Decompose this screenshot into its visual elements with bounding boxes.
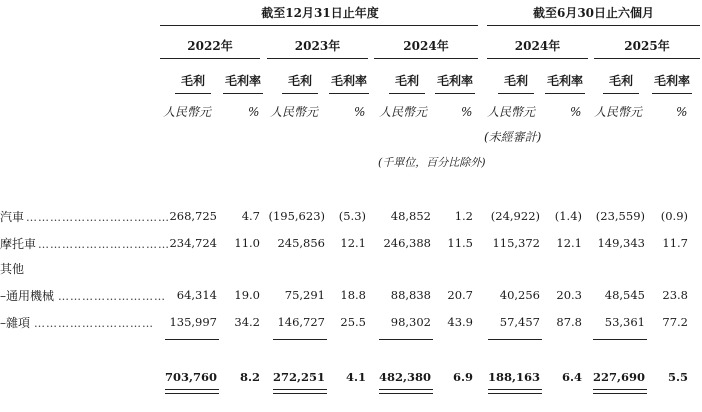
unit-percent: % <box>461 105 473 119</box>
unit-percent: % <box>676 105 688 119</box>
table-cell: 12.1 <box>556 236 582 250</box>
table-cell: 98,302 <box>390 315 431 329</box>
table-cell: 1.2 <box>454 209 473 223</box>
sub-header-gross-profit: 毛利 <box>503 74 528 88</box>
total-double-rule <box>379 389 433 394</box>
sub-header-gross-profit: 毛利 <box>394 74 419 88</box>
sub-header-gross-profit: 毛利 <box>608 74 633 88</box>
sub-header-gross-margin: 毛利率 <box>653 74 690 88</box>
sub-header-rule <box>175 93 211 94</box>
table-cell: (1.4) <box>554 209 582 223</box>
table-cell: 64,314 <box>176 288 217 302</box>
row-label: –通用機械 <box>0 289 55 303</box>
table-cell: 19.0 <box>234 288 260 302</box>
table-cell: (195,623) <box>268 209 325 223</box>
sub-header-gross-margin: 毛利率 <box>546 74 583 88</box>
table-cell: 53,361 <box>604 315 645 329</box>
table-cell: 268,725 <box>169 209 217 223</box>
table-cell: 135,997 <box>169 315 217 329</box>
sub-header-rule <box>603 93 639 94</box>
group-header-six-months: 截至6月30日止六個月 <box>532 6 655 20</box>
sub-header-rule <box>329 93 369 94</box>
total-cell: 227,690 <box>592 370 645 384</box>
year-header: 2025年 <box>624 39 670 53</box>
year-header: 2022年 <box>187 39 233 53</box>
table-cell: 4.7 <box>241 209 260 223</box>
table-cell: 25.5 <box>340 315 366 329</box>
sub-header-gross-margin: 毛利率 <box>330 74 367 88</box>
sub-header-rule <box>652 93 692 94</box>
unit-percent: % <box>248 105 260 119</box>
table-cell: 20.7 <box>447 288 473 302</box>
unit-rmb: 人民幣元 <box>163 105 212 119</box>
row-leader-dots: ……………………………… <box>26 211 170 224</box>
table-cell: (0.9) <box>660 209 688 223</box>
row-label: –雜項 <box>0 316 31 330</box>
year-header-rule <box>160 58 260 59</box>
row-leader-dots: ………………………… <box>34 317 154 330</box>
table-cell: 18.8 <box>340 288 366 302</box>
sub-header-rule <box>545 93 585 94</box>
year-header-rule <box>374 58 478 59</box>
unaudited-note: (未經審計) <box>484 130 542 144</box>
total-double-rule <box>165 389 219 394</box>
subtotal-rule <box>379 339 433 340</box>
year-header-rule <box>487 58 588 59</box>
table-cell: 88,838 <box>390 288 431 302</box>
total-cell: 482,380 <box>378 370 431 384</box>
table-cell: 245,856 <box>277 236 325 250</box>
sub-header-rule <box>389 93 425 94</box>
group-header-year-end-rule <box>160 25 478 26</box>
total-double-rule <box>273 389 327 394</box>
table-cell: 75,291 <box>284 288 325 302</box>
unit-percent: % <box>570 105 582 119</box>
table-cell: (5.3) <box>338 209 366 223</box>
year-header: 2024年 <box>514 39 561 53</box>
row-label: 摩托車 <box>0 237 37 251</box>
sub-header-rule <box>223 93 263 94</box>
sub-header-rule <box>498 93 534 94</box>
table-cell: (23,559) <box>595 209 645 223</box>
table-cell: 48,545 <box>604 288 645 302</box>
total-cell: 703,760 <box>164 370 217 384</box>
subtotal-rule <box>593 339 647 340</box>
total-cell: 272,251 <box>272 370 325 384</box>
sub-header-gross-profit: 毛利 <box>180 74 205 88</box>
subtotal-rule <box>165 339 219 340</box>
sub-header-gross-margin: 毛利率 <box>436 74 473 88</box>
year-header-rule <box>594 58 700 59</box>
table-cell: 43.9 <box>447 315 473 329</box>
table-cell: 57,457 <box>499 315 540 329</box>
row-leader-dots: …………………………… <box>38 238 170 251</box>
table-cell: 20.3 <box>556 288 582 302</box>
subtotal-rule <box>488 339 542 340</box>
total-cell: 6.4 <box>561 370 582 384</box>
table-cell: 11.0 <box>234 236 260 250</box>
table-cell: 77.2 <box>662 315 688 329</box>
year-header-rule <box>267 58 368 59</box>
total-double-rule <box>488 389 542 394</box>
table-cell: 234,724 <box>169 236 217 250</box>
sub-header-gross-profit: 毛利 <box>287 74 312 88</box>
total-cell: 6.9 <box>452 370 473 384</box>
row-label: 其他 <box>0 262 25 276</box>
sub-header-rule <box>435 93 475 94</box>
total-cell: 5.5 <box>667 370 688 384</box>
unit-rmb: 人民幣元 <box>487 105 536 119</box>
table-cell: 40,256 <box>499 288 540 302</box>
unit-rmb: 人民幣元 <box>379 105 428 119</box>
row-leader-dots: ……………………… <box>58 290 166 303</box>
unit-rmb: 人民幣元 <box>270 105 319 119</box>
sub-header-gross-margin: 毛利率 <box>224 74 261 88</box>
table-cell: 34.2 <box>234 315 260 329</box>
total-cell: 4.1 <box>345 370 366 384</box>
total-cell: 8.2 <box>239 370 260 384</box>
table-cell: 11.5 <box>447 236 473 250</box>
unit-percent: % <box>354 105 366 119</box>
subtotal-rule <box>273 339 327 340</box>
table-cell: 11.7 <box>662 236 688 250</box>
table-cell: 146,727 <box>277 315 325 329</box>
table-cell: (24,922) <box>490 209 540 223</box>
table-cell: 115,372 <box>492 236 540 250</box>
unit-rmb: 人民幣元 <box>594 105 643 119</box>
table-cell: 23.8 <box>662 288 688 302</box>
units-note: (千單位，百分比除外) <box>378 156 486 169</box>
total-cell: 188,163 <box>487 370 540 384</box>
table-cell: 246,388 <box>383 236 431 250</box>
table-cell: 48,852 <box>390 209 431 223</box>
year-header: 2024年 <box>403 39 449 53</box>
table-cell: 12.1 <box>340 236 366 250</box>
group-header-year-end: 截至12月31日止年度 <box>261 6 379 20</box>
total-double-rule <box>593 389 647 394</box>
group-header-six-months-rule <box>487 25 700 26</box>
sub-header-rule <box>282 93 318 94</box>
year-header: 2023年 <box>294 39 341 53</box>
table-cell: 87.8 <box>556 315 582 329</box>
row-label: 汽車 <box>0 210 25 224</box>
table-cell: 149,343 <box>597 236 645 250</box>
